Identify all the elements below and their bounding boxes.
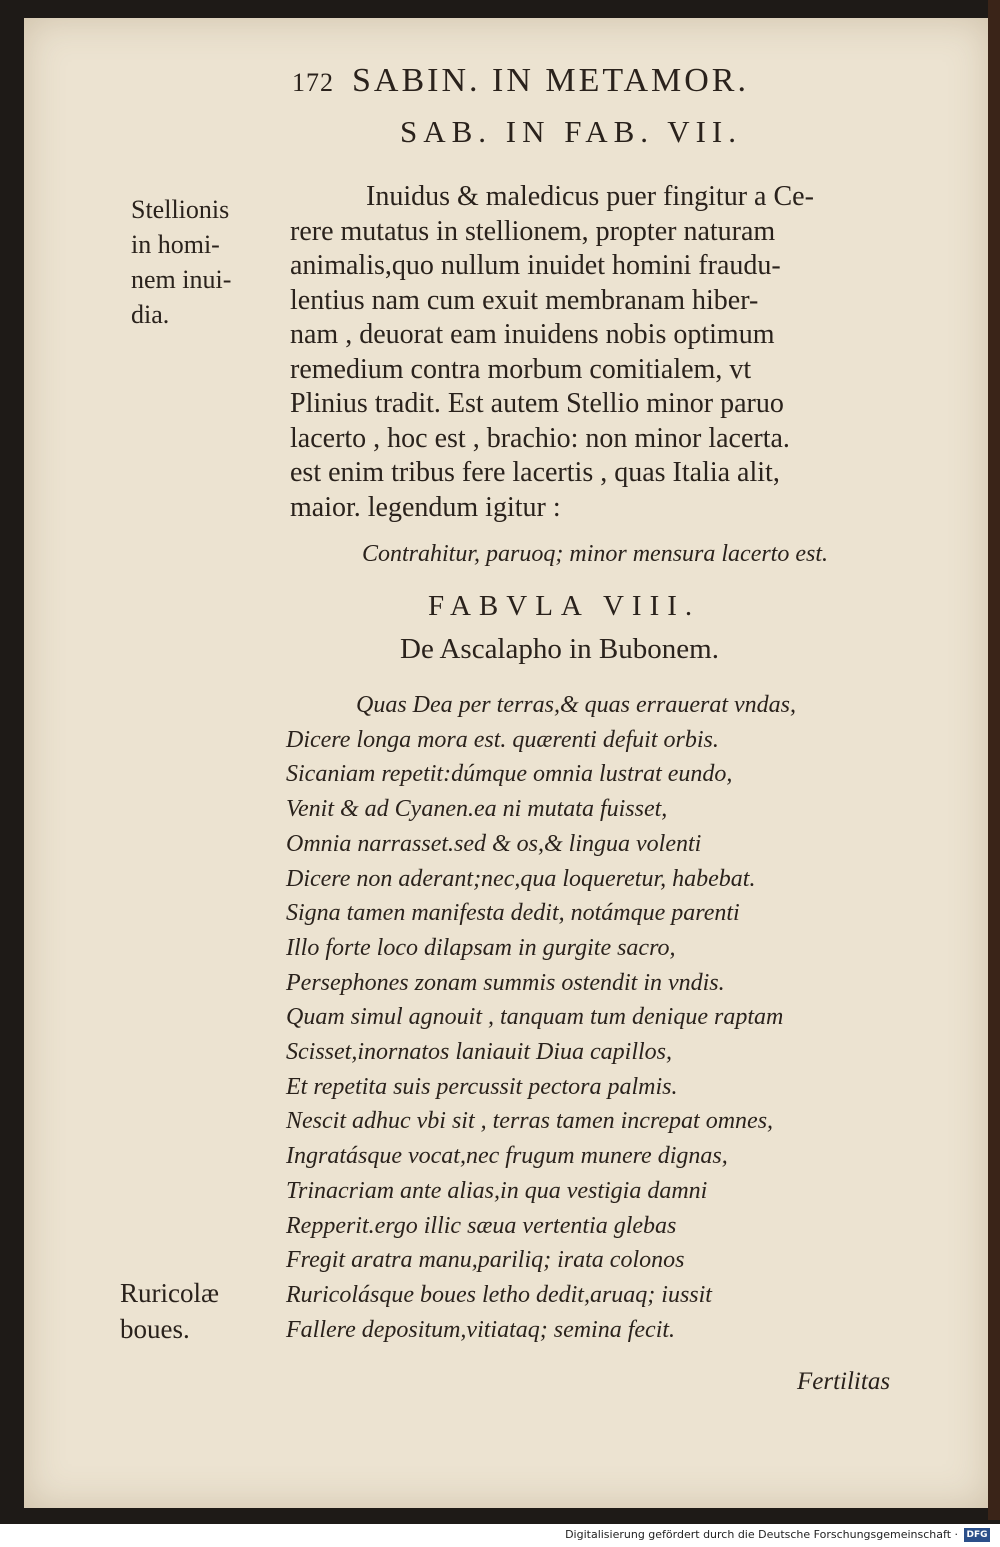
catchword: Fertilitas xyxy=(797,1368,891,1395)
verse-line: Et repetita suis percussit pectora palmis. xyxy=(286,1073,678,1100)
prose-line: rere mutatus in stellionem, propter naturam xyxy=(290,215,776,247)
footer-credit: Digitalisierung gefördert durch die Deutsche Forschungsgemeinschaft · xyxy=(565,1528,958,1541)
prose-line: lentius nam cum exuit membranam hiber- xyxy=(290,284,759,316)
verse-line: Dicere non aderant;nec,qua loqueretur, habebat. xyxy=(286,865,756,892)
prose-line: maior. legendum igitur : xyxy=(290,491,561,523)
running-title: SABIN. IN METAMOR. xyxy=(352,62,749,99)
prose-line: animalis,quo nullum inuidet homini fraudu- xyxy=(290,250,781,281)
section-heading: SAB. IN FAB. VII. xyxy=(400,114,742,149)
verse-line: Omnia narrasset.sed & os,& lingua volenti xyxy=(286,830,702,857)
prose-line: est enim tribus fere lacertis , quas Italia alit, xyxy=(290,457,780,488)
margin-note-line: Stellionis xyxy=(131,195,230,224)
fabula-subtitle: De Ascalapho in Bubonem. xyxy=(400,633,719,665)
verse-line: Venit & ad Cyanen.ea ni mutata fuisset, xyxy=(286,796,668,823)
prose-line: remedium contra morbum comitialem, vt xyxy=(290,353,752,385)
margin-note-line: in homi- xyxy=(131,230,220,259)
verse-line: Illo forte loco dilapsam in gurgite sacro, xyxy=(286,934,676,961)
verse-line: Repperit.ergo illic sæua vertentia glebas xyxy=(286,1212,677,1239)
verse-line: Ruricolásque boues letho dedit,aruaq; iussit xyxy=(286,1281,712,1308)
verse-line: Fallere depositum,vitiataq; semina fecit. xyxy=(286,1316,676,1343)
verse-line: Signa tamen manifesta dedit, notámque parenti xyxy=(286,900,740,927)
book-edge xyxy=(988,0,1000,1520)
margin-note-line: nem inui- xyxy=(131,265,232,294)
dfg-logo-icon: DFG xyxy=(964,1528,990,1542)
verse-line: Fregit aratra manu,pariliq; irata colonos xyxy=(286,1247,685,1274)
margin-note-line: Ruricolæ xyxy=(120,1278,219,1308)
running-header xyxy=(292,62,749,100)
quoted-verse: Contrahitur, paruoq; minor mensura lacerto est. xyxy=(362,541,829,567)
verse-line: Sicaniam repetit:dúmque omnia lustrat eundo, xyxy=(286,761,733,788)
verse-line: Quas Dea per terras,& quas errauerat vndas, xyxy=(356,692,796,718)
verse-line: Persephones zonam summis ostendit in vndis. xyxy=(286,969,725,996)
commentary-prose xyxy=(290,180,920,525)
verse-line: Ingratásque vocat,nec frugum munere dignas, xyxy=(286,1143,728,1170)
margin-note-ruricolae xyxy=(120,1275,270,1347)
margin-note-stellionis xyxy=(131,192,281,332)
verse-line: Nescit adhuc vbi sit , terras tamen increpat omnes, xyxy=(286,1108,774,1135)
verse-block xyxy=(286,688,926,1347)
prose-line: Inuidus & maledicus puer fingitur a Ce- xyxy=(366,181,814,212)
margin-note-line: boues. xyxy=(120,1314,190,1344)
prose-line: Plinius tradit. Est autem Stellio minor paruo xyxy=(290,388,784,419)
prose-line: nam , deuorat eam inuidens nobis optimum xyxy=(290,319,775,350)
verse-line: Scisset,inornatos laniauit Diua capillos, xyxy=(286,1039,673,1066)
page-number: 172 xyxy=(292,68,334,97)
fabula-heading: FABVLA VIII. xyxy=(428,590,701,622)
verse-line: Quam simul agnouit , tanquam tum denique raptam xyxy=(286,1004,784,1031)
margin-note-line: dia. xyxy=(131,300,170,329)
verse-line: Dicere longa mora est. quærenti defuit orbis. xyxy=(286,726,719,753)
verse-line: Trinacriam ante alias,in qua vestigia damni xyxy=(286,1177,708,1204)
prose-line: lacerto , hoc est , brachio: non minor lacerta. xyxy=(290,422,790,454)
